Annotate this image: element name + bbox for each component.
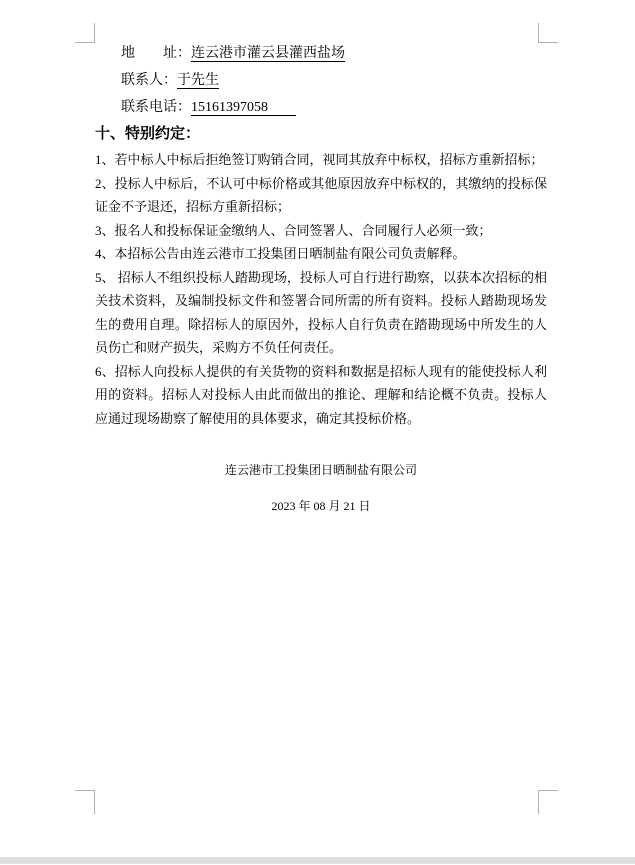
page-bottom-edge <box>0 857 635 864</box>
address-line <box>121 40 547 67</box>
clause-1: 1、若中标人中标后拒绝签订购销合同，视同其放弃中标权，招标方重新招标； <box>95 152 544 167</box>
phone-value: 15161397058 <box>191 100 296 116</box>
document-content <box>95 40 547 514</box>
phone-line <box>121 94 547 121</box>
clause-4: 4、本招标公告由连云港市工投集团日晒制盐有限公司负责解释。 <box>95 246 466 261</box>
document-date: 2023 年 08 月 21 日 <box>271 499 371 513</box>
clauses-block <box>95 148 547 430</box>
address-label: 地 址： <box>121 46 191 61</box>
section-heading: 十、特别约定： <box>95 126 201 142</box>
contact-person-line <box>121 67 547 94</box>
clause-2: 2、投标人中标后，不认可中标价格或其他原因放弃中标权的，其缴纳的投标保证金不予退还，招标方重新招标； <box>95 175 547 214</box>
crop-mark-bottom-left-icon <box>75 790 95 814</box>
clause-6: 6、招标人向投标人提供的有关货物的资料和数据是招标人现有的能使投标人利用的资料。招标人对投标人由此而做出的推论、理解和结论概不负责。投标人应通过现场勘察了解使用的具体要求，确定其投标价格。 <box>95 363 547 426</box>
clause-3: 3、报名人和投标保证金缴纳人、合同签署人、合同履行人必须一致； <box>95 222 492 238</box>
contact-block <box>95 40 547 121</box>
phone-label: 联系电话： <box>121 100 191 115</box>
address-value: 连云港市灌云县灌西盐场 <box>191 46 345 61</box>
contact-person-value: 于先生 <box>177 73 219 88</box>
company-signature: 连云港市工投集团日晒制盐有限公司 <box>224 463 417 477</box>
crop-mark-bottom-right-icon <box>538 790 558 814</box>
crop-mark-top-left-icon <box>75 23 95 43</box>
contact-person-label: 联系人： <box>121 73 177 88</box>
clause-5: 5、 招标人不组织投标人踏勘现场，投标人可自行进行勘察，以获本次招标的相关技术资料，及编制投标文件和签署合同所需的所有资料。投标人踏勘现场发生的费用自理。除招标人的原因外，投标人自行负责在踏勘现场中所发生的人员伤亡和财产损失，采购方不负任何责任。 <box>95 269 547 355</box>
